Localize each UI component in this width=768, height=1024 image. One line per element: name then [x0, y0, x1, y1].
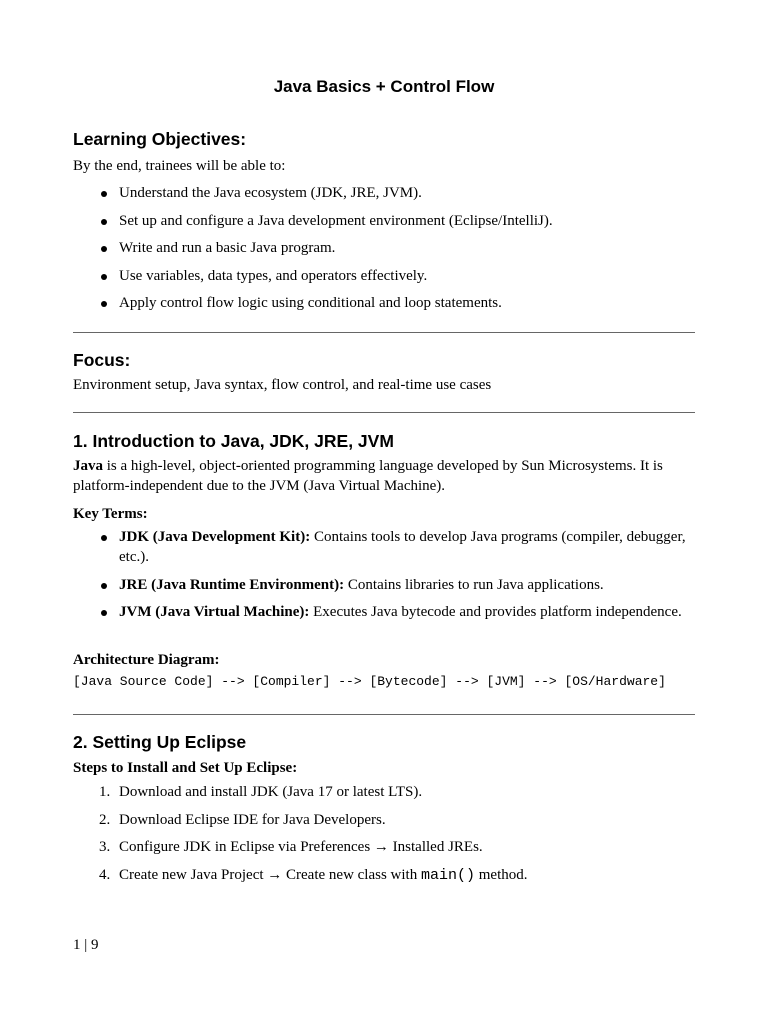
list-item: 3. Configure JDK in Eclipse via Preferences → Installed JREs.	[99, 839, 483, 855]
list-item: 2. Download Eclipse IDE for Java Developers.	[99, 811, 386, 828]
list-item: 4. Create new Java Project → Create new class with main() method.	[99, 866, 528, 884]
bullet-icon	[101, 535, 107, 541]
list-item: 1. Download and install JDK (Java 17 or latest LTS).	[99, 784, 423, 800]
objectives-intro: By the end, trainees will be able to:	[73, 158, 286, 174]
bullet-icon	[101, 301, 107, 307]
section-divider	[73, 714, 695, 715]
key-terms-label: Key Terms:	[73, 506, 148, 522]
section1-heading: 1. Introduction to Java, JDK, JRE, JVM	[73, 431, 394, 451]
list-item: JDK (Java Development Kit): Contains tools to develop Java programs (compiler, debugger, etc.).	[73, 527, 695, 567]
bullet-icon	[101, 274, 107, 280]
bullet-icon	[101, 219, 107, 225]
list-item: Understand the Java ecosystem (JDK, JRE, JVM).	[73, 183, 695, 203]
list-item: JVM (Java Virtual Machine): Executes Java bytecode and provides platform independence.	[73, 602, 695, 622]
bullet-icon	[101, 583, 107, 589]
document-title: Java Basics + Control Flow	[273, 77, 495, 96]
section2-heading: 2. Setting Up Eclipse	[73, 732, 247, 752]
list-item: Write and run a basic Java program.	[73, 238, 695, 258]
objectives-list	[73, 183, 695, 321]
list-item: Use variables, data types, and operators effectively.	[73, 266, 695, 286]
page-number: 1 | 9	[73, 937, 99, 953]
steps-list	[73, 782, 695, 893]
section-divider	[73, 332, 695, 333]
steps-label: Steps to Install and Set Up Eclipse:	[73, 760, 298, 776]
bullet-icon	[101, 246, 107, 252]
focus-text: Environment setup, Java syntax, flow control, and real-time use cases	[73, 377, 492, 393]
list-item: Set up and configure a Java development environment (Eclipse/IntelliJ).	[73, 211, 695, 231]
list-item: Apply control flow logic using conditional and loop statements.	[73, 293, 695, 313]
architecture-label: Architecture Diagram:	[73, 652, 220, 668]
objectives-heading: Learning Objectives:	[73, 129, 247, 149]
focus-heading: Focus:	[73, 350, 131, 370]
bullet-icon	[101, 610, 107, 616]
list-item: JRE (Java Runtime Environment): Contains libraries to run Java applications.	[73, 575, 695, 595]
section-divider	[73, 412, 695, 413]
section1-intro: Java is a high-level, object-oriented programming language developed by Sun Microsystems. It is platform-independent due to the JVM (Java Virtual Machine).	[73, 458, 663, 494]
bullet-icon	[101, 191, 107, 197]
architecture-code: [Java Source Code] --> [Compiler] --> [Bytecode] --> [JVM] --> [OS/Hardware]	[73, 674, 666, 689]
key-terms-list	[73, 527, 695, 630]
